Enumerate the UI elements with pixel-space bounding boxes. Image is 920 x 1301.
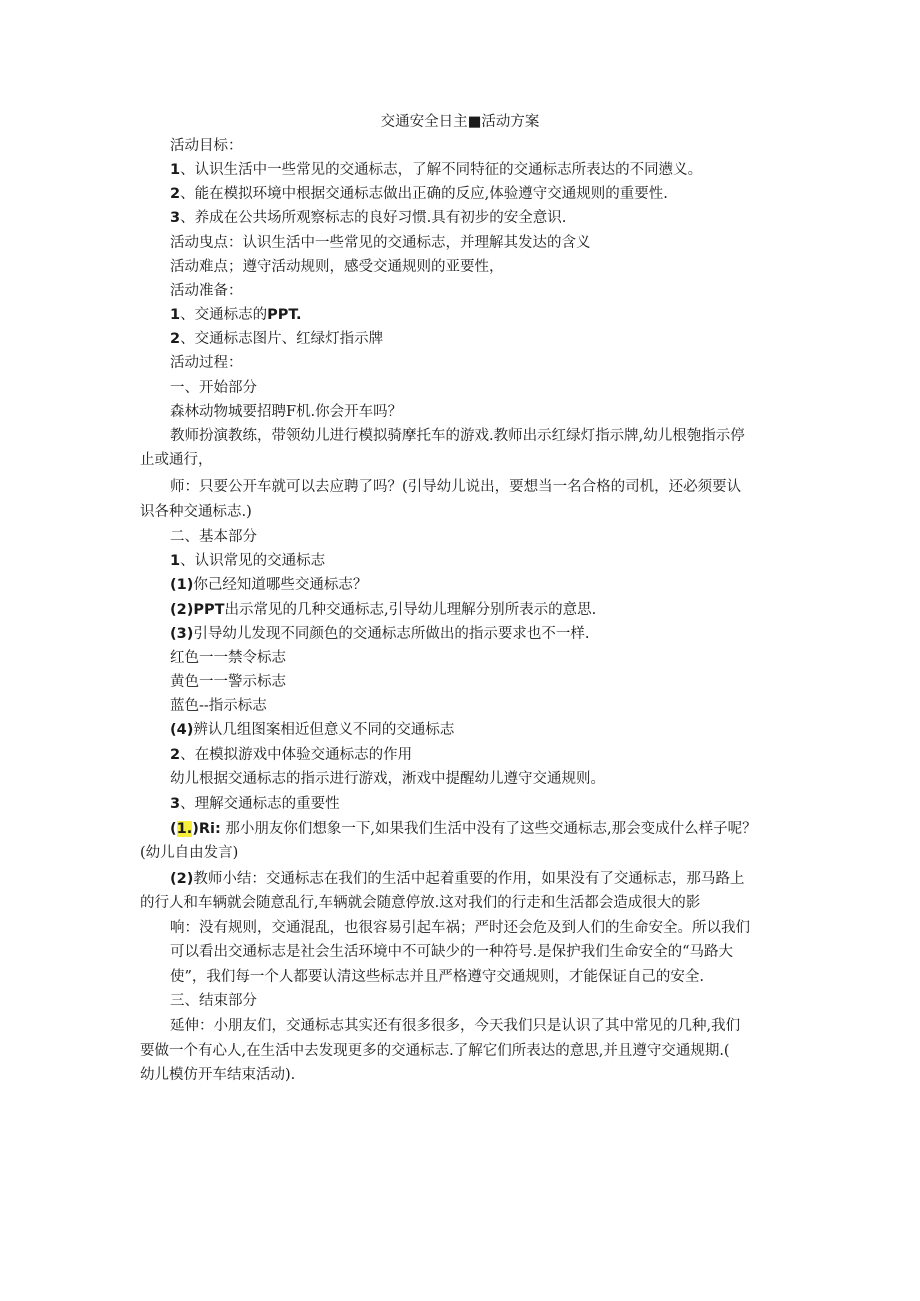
- prep-item-1: [170, 305, 302, 325]
- goal-1-text: 、认识生活中一些常见的交通标志，了解不同特征的交通标志所表达的不同懑义。: [180, 162, 703, 178]
- section-3-item-1-line-2: (幼儿自由发言): [140, 845, 239, 861]
- goal-3-text: 、养成在公共场所观察标志的良好习惯.具有初步的安全意识.: [180, 210, 567, 226]
- section-3-text: 、理解交通标志的重要性: [180, 796, 340, 812]
- prep-heading: 活动准备：: [170, 283, 243, 299]
- goal-1-number: 1: [170, 162, 181, 178]
- section-1-item-3: [170, 624, 589, 644]
- section-3-item-2-text: 教师小结：交通标志在我们的生活中起着重要的作用，如果没有了交通标志，那马路上: [193, 871, 745, 887]
- goal-item-3: [170, 208, 566, 228]
- section-1-item-1: [170, 575, 367, 595]
- section-3-item-1-open: (: [170, 821, 177, 837]
- goal-heading: 活动目标：: [170, 138, 243, 154]
- section-3-item-1: [170, 819, 757, 839]
- section-1-item-2-number: (2)PPT: [170, 602, 225, 618]
- part1-paragraph-1: 森林动物城要招聘F机.你会开车吗？: [170, 404, 403, 420]
- part1-paragraph-3-line-1: 师：只要公开车就可以去应聘了吗？(引导幼儿说出，要想当一名合格的司机，还必须要认: [170, 479, 742, 495]
- color-red: 红色一一禁令标志: [170, 650, 286, 666]
- section-3-item-2-number: (2): [170, 871, 194, 887]
- section-3-item-1-text: 那小朋友你们想象一下,如果我们生活中没有了这些交通标志,那会变成什么样子呢？: [220, 821, 757, 837]
- goal-item-1: [170, 160, 702, 180]
- document-title: 交通安全日主■活动方案: [380, 114, 540, 130]
- section-3-number: 3: [170, 796, 181, 812]
- goal-item-2: [170, 184, 668, 204]
- process-heading: 活动过程：: [170, 355, 243, 371]
- section-2-body: 幼儿根据交通标志的指示进行游戏，淅戏中提醒幼儿遵守交通规则。: [170, 771, 605, 787]
- section-1-text: 、认识常见的交通标志: [180, 553, 326, 569]
- difficulty: 活动难点；遵守活动规则，感受交通规则的亚要性，: [170, 259, 504, 275]
- section-3-item-1-close: )Ri:: [192, 821, 221, 837]
- section-1-number: 1: [170, 553, 181, 569]
- prep-2-text: 、交通标志图片、红绿灯指示牌: [180, 331, 384, 347]
- section-1-item-2-text: 出示常见的几种交通标志,引导幼儿理解分别所表示的意思.: [224, 602, 597, 618]
- part3-heading: 三、结束部分: [170, 993, 257, 1009]
- section-1-item-2: [170, 600, 596, 620]
- section-1-item-1-number: (1): [170, 577, 194, 593]
- section-2-text: 、在模拟游戏中体验交通标志的作用: [180, 747, 413, 763]
- prep-1-ppt: PPT.: [267, 307, 302, 323]
- ending-line-3: 幼儿模仿开车结束活动).: [140, 1067, 296, 1083]
- section-1-item-1-text: 你己经知道哪些交通标志？: [193, 577, 368, 593]
- section-1-item-3-number: (3): [170, 626, 194, 642]
- part1-paragraph-2-line-2: 止或通行，: [140, 452, 213, 468]
- section-3-item-2-line-5: 使”，我们每一个人都要认清这些标志并且严格遵守交通规则，才能保证自己的安全.: [170, 969, 705, 985]
- prep-2-number: 2: [170, 331, 181, 347]
- goal-2-number: 2: [170, 186, 181, 202]
- part1-paragraph-2-line-1: 教师扮演教练，带领幼儿进行模拟骑摩托车的游戏.教师出示红绿灯指示牌,幼儿根匏指示停: [170, 428, 745, 444]
- section-1-item-4: [170, 720, 454, 740]
- section-2-heading: [170, 745, 412, 765]
- prep-1-text: 、交通标志的: [180, 307, 268, 323]
- goal-2-text: 、能在模拟环境中根据交通标志做出正确的反应,体验遵守交通规则的重要性.: [180, 186, 668, 202]
- highlighted-number: 1.: [176, 821, 193, 837]
- part1-paragraph-3-line-2: 识各种交通标志.): [140, 504, 252, 520]
- section-3-heading: [170, 794, 340, 814]
- prep-1-number: 1: [170, 307, 181, 323]
- color-blue: 蓝色--指示标志: [170, 698, 267, 714]
- section-1-heading: [170, 551, 325, 571]
- prep-item-2: [170, 329, 383, 349]
- ending-line-2: 要做一个有心人,在生活中去发现更多的交通标志.了解它们所表达的意思,并且遵守交通规期.(: [140, 1043, 730, 1059]
- section-1-item-3-text: 引导幼儿发现不同颜色的交通标志所做出的指示要求也不一样.: [193, 626, 590, 642]
- part2-heading: 二、基本部分: [170, 529, 257, 545]
- ending-line-1: 延伸：小朋友们，交通标志其实还有很多很多，今天我们只是认识了其中常见的几种,我们: [170, 1018, 741, 1034]
- color-yellow: 黄色一一警示标志: [170, 674, 286, 690]
- goal-3-number: 3: [170, 210, 181, 226]
- section-3-item-2: [170, 869, 744, 889]
- section-3-item-2-line-2: 的行人和车辆就会随意乱行,车辆就会随意停放.这对我们的行走和生活都会造成很大的影: [140, 895, 701, 911]
- section-1-item-4-text: 辨认几组图案相近但意义不同的交通标志: [193, 722, 455, 738]
- section-3-item-2-line-4: 可以看出交通标志是社会生活环境中不可缺少的一种符号.是保护我们生命安全的“马路大: [170, 944, 734, 960]
- part1-heading: 一、开始部分: [170, 380, 257, 396]
- key-point: 活动曳点：认识生活中一些常见的交通标志，并理解其发达的含义: [170, 235, 591, 251]
- section-1-item-4-number: (4): [170, 722, 194, 738]
- section-3-item-2-line-3: 响：没有规则，交通混乱，也很容易引起车祸；严时还会危及到人们的生命安全。所以我们: [170, 920, 750, 936]
- section-2-number: 2: [170, 747, 181, 763]
